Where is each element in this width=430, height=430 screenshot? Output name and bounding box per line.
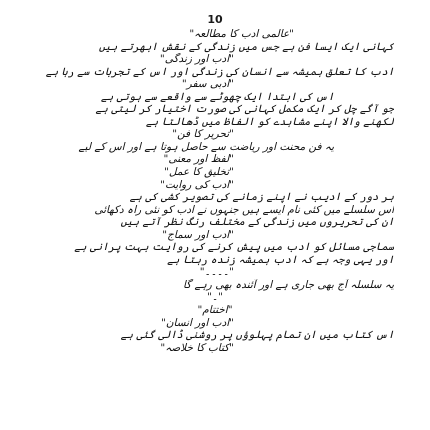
text-line: سماجی مسائل کو ادب میں پیش کرنے کی روایت بہت پرانی ہے: [74, 241, 394, 254]
text-line: "ادب اور سماج": [162, 228, 234, 241]
text-line: یہ فن محنت اور ریاضت سے حاصل ہوتا ہے اور اس کے لیے: [78, 140, 334, 153]
text-line: "تحریر کا فن": [172, 128, 234, 141]
text-line: "۔": [207, 291, 223, 304]
text-line: اس سلسلے میں کئی نام ایسے ہیں جنہوں نے ادب کو نئی راہ دکھائی: [94, 203, 394, 216]
text-line: "ادب اور زندگی": [159, 53, 234, 66]
text-body: [36, 28, 394, 354]
text-line: "کتاب کا خلاصہ": [160, 341, 234, 354]
text-line: یہ سلسلہ آج بھی جاری ہے اور آئندہ بھی رہے گا: [182, 278, 394, 291]
text-line: "ادبی سفر": [181, 78, 234, 91]
text-line: ہر دور کے ادیب نے اپنے زمانے کی تصویر کشی کی ہے: [129, 191, 394, 204]
text-line: "ادب اور انسان": [161, 316, 234, 329]
text-line: لکھنے والا اپنے مشاہدے کو الفاظ میں ڈھالتا ہے: [145, 115, 394, 128]
text-line: کہانی ایک ایسا فن ہے جس میں زندگی کے نقش ابھرتے ہیں: [98, 40, 394, 53]
text-line: "اختتام": [197, 304, 233, 317]
text-line: اس کتاب میں ان تمام پہلوؤں پر روشنی ڈالی گئی ہے: [120, 329, 394, 342]
page-number: 10: [207, 13, 223, 26]
text-line: "تخلیق کا عمل": [164, 166, 234, 179]
text-line: "ادب کی روایت": [160, 178, 234, 191]
text-line: اور یہی وجہ ہے کہ ادب ہمیشہ زندہ رہتا ہے: [167, 253, 394, 266]
text-line: "لفظ اور معنی": [163, 153, 234, 166]
text-line: جو آگے چل کر ایک مکمل کہانی کی صورت اختیار کر لیتی ہے: [95, 103, 394, 116]
text-line: اس کی ابتدا ایک چھوٹے سے واقعے سے ہوتی ہے: [100, 90, 334, 103]
text-line: ان کی تحریروں میں زندگی کے مختلف رنگ نظر آتے ہیں: [120, 216, 394, 229]
text-line: ادب کا تعلق ہمیشہ سے انسان کی زندگی اور اس کے تجربات سے رہا ہے: [45, 65, 394, 78]
text-line: "عالمی ادب کا مطالعہ": [189, 28, 294, 40]
text-line: "۔۔۔۔": [199, 266, 234, 279]
